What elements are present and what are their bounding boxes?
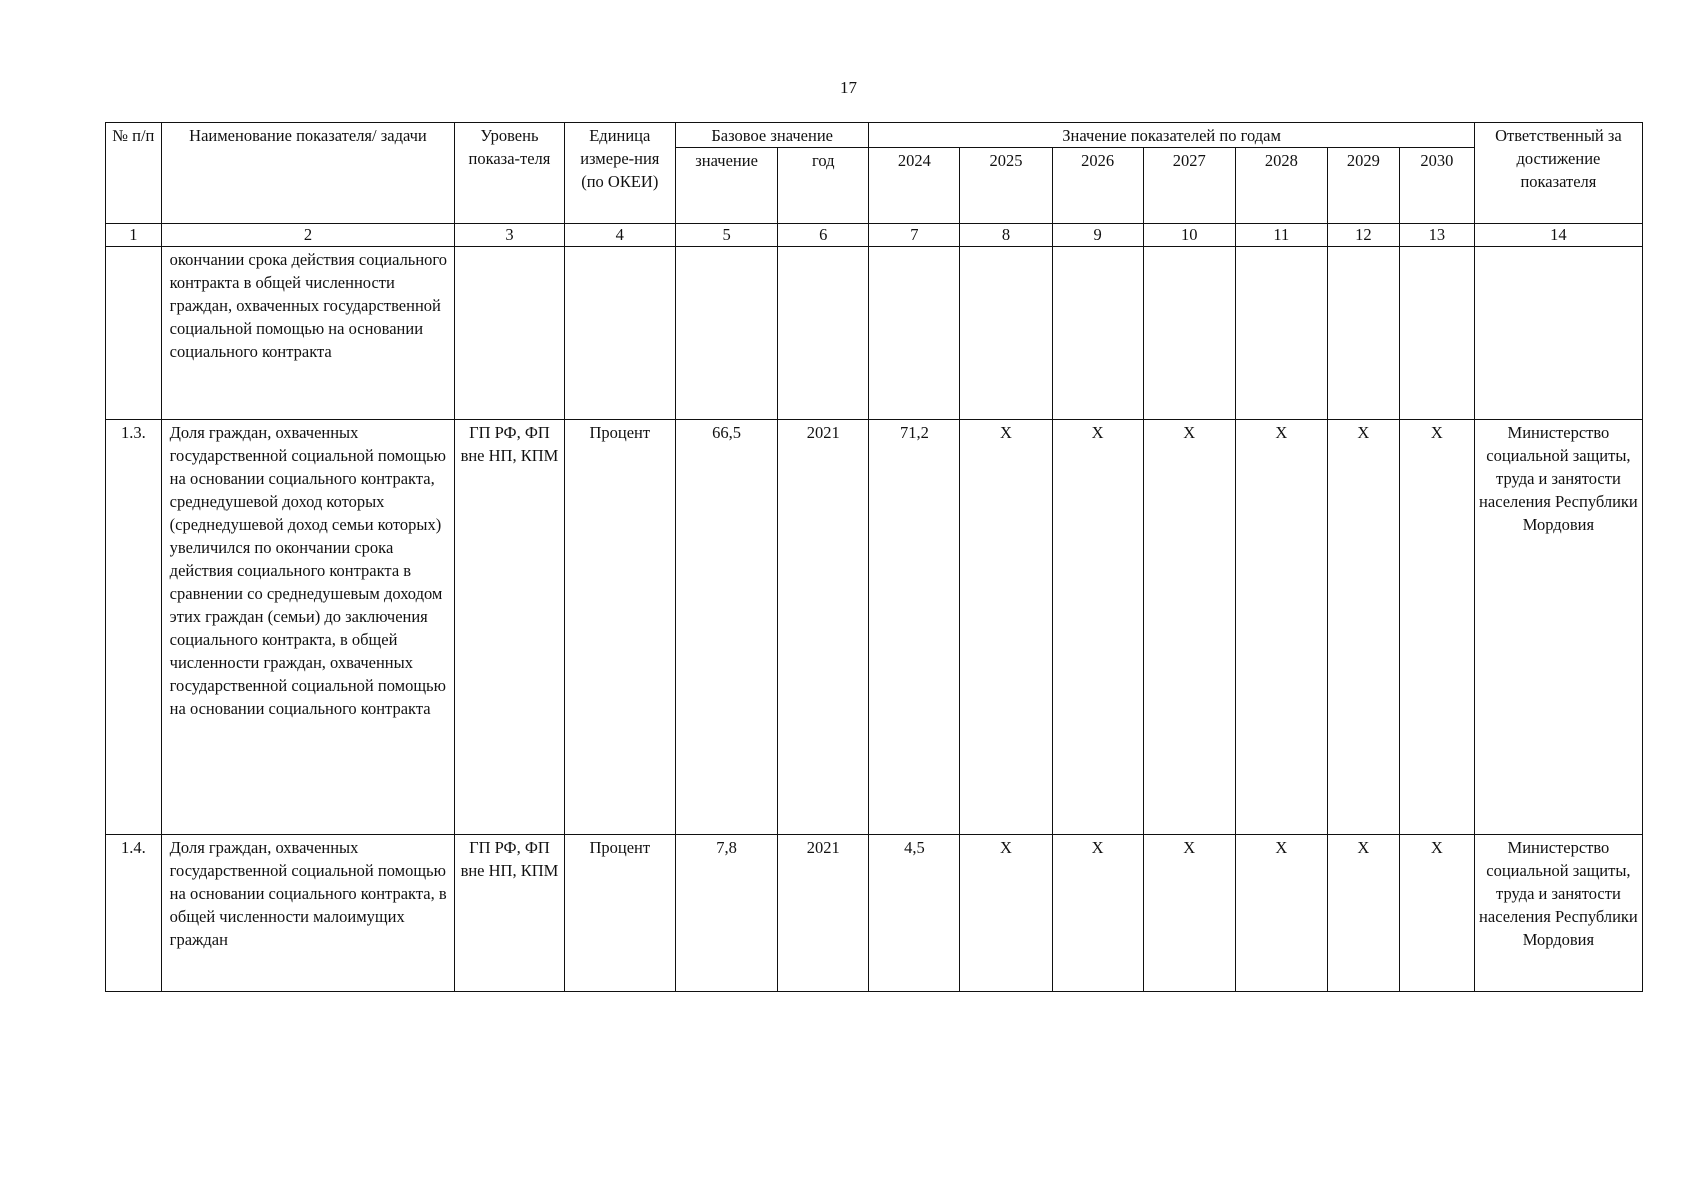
row-name: Доля граждан, охваченных государственной социальной помощью на основании социального контракта, среднедушевой доход которых (среднедушевой доход семьи которых) увеличился по окончании срока действия социального контракта в сравнении со среднедушевым доходом этих граждан (семьи) до заключения социального контракта, в общей численности граждан, охваченных государственной социальной помощью на основании социального контракта — [161, 420, 455, 835]
header-year-2025: 2025 — [960, 148, 1052, 224]
column-number: 14 — [1474, 224, 1642, 247]
row-value-2027: X — [1143, 420, 1235, 835]
page-number: 17 — [840, 78, 857, 97]
row-num: 1.3. — [106, 420, 162, 835]
row-value-2026 — [1052, 247, 1143, 420]
row-value-2030: X — [1399, 835, 1474, 992]
column-number: 9 — [1052, 224, 1143, 247]
column-number: 5 — [675, 224, 777, 247]
table-row — [106, 420, 1643, 835]
row-value-2026: X — [1052, 835, 1143, 992]
header-year-2028: 2028 — [1235, 148, 1327, 224]
row-base-value: 7,8 — [675, 835, 777, 992]
row-num: 1.4. — [106, 835, 162, 992]
table-row — [106, 247, 1643, 420]
row-value-2025: X — [960, 420, 1052, 835]
header-years-group: Значение показателей по годам — [869, 123, 1474, 148]
header-year-2027: 2027 — [1143, 148, 1235, 224]
row-num — [106, 247, 162, 420]
row-name: Доля граждан, охваченных государственной социальной помощью на основании социального контракта, в общей численности малоимущих граждан — [161, 835, 455, 992]
header-year-2026: 2026 — [1052, 148, 1143, 224]
row-value-2030: X — [1399, 420, 1474, 835]
row-base-value — [675, 247, 777, 420]
header-year-2029: 2029 — [1327, 148, 1399, 224]
table-row — [106, 835, 1643, 992]
header-year-2024: 2024 — [869, 148, 960, 224]
column-number: 3 — [455, 224, 564, 247]
row-unit: Процент — [564, 835, 675, 992]
row-level: ГП РФ, ФП вне НП, КПМ — [455, 835, 564, 992]
row-level: ГП РФ, ФП вне НП, КПМ — [455, 420, 564, 835]
row-value-2029 — [1327, 247, 1399, 420]
row-value-2028 — [1235, 247, 1327, 420]
column-number: 1 — [106, 224, 162, 247]
column-number: 4 — [564, 224, 675, 247]
row-responsible: Министерство социальной защиты, труда и занятости населения Республики Мордовия — [1474, 835, 1642, 992]
header-base-value: значение — [675, 148, 777, 224]
row-base-value: 66,5 — [675, 420, 777, 835]
header-unit: Единица измере-ния (по ОКЕИ) — [564, 123, 675, 224]
row-responsible: Министерство социальной защиты, труда и занятости населения Республики Мордовия — [1474, 420, 1642, 835]
column-number: 13 — [1399, 224, 1474, 247]
row-value-2025 — [960, 247, 1052, 420]
column-number: 6 — [778, 224, 869, 247]
row-level — [455, 247, 564, 420]
row-base-year: 2021 — [778, 420, 869, 835]
row-value-2025: X — [960, 835, 1052, 992]
row-value-2030 — [1399, 247, 1474, 420]
row-value-2029: X — [1327, 420, 1399, 835]
row-name: окончании срока действия социального контракта в общей численности граждан, охваченных государственной социальной помощью на основании социального контракта — [161, 247, 455, 420]
row-base-year — [778, 247, 869, 420]
column-number: 10 — [1143, 224, 1235, 247]
header-name: Наименование показателя/ задачи — [161, 123, 455, 224]
column-number: 2 — [161, 224, 455, 247]
column-number: 11 — [1235, 224, 1327, 247]
row-value-2028: X — [1235, 835, 1327, 992]
row-value-2024: 4,5 — [869, 835, 960, 992]
header-base-group: Базовое значение — [675, 123, 868, 148]
header-base-year: год — [778, 148, 869, 224]
row-responsible — [1474, 247, 1642, 420]
row-unit: Процент — [564, 420, 675, 835]
row-unit — [564, 247, 675, 420]
row-value-2024 — [869, 247, 960, 420]
header-num: № п/п — [106, 123, 162, 224]
indicators-table — [105, 122, 1643, 992]
row-value-2027 — [1143, 247, 1235, 420]
row-base-year: 2021 — [778, 835, 869, 992]
row-value-2028: X — [1235, 420, 1327, 835]
header-year-2030: 2030 — [1399, 148, 1474, 224]
row-value-2024: 71,2 — [869, 420, 960, 835]
row-value-2029: X — [1327, 835, 1399, 992]
header-level: Уровень показа-теля — [455, 123, 564, 224]
header-responsible: Ответственный за достижение показателя — [1474, 123, 1642, 224]
column-number: 8 — [960, 224, 1052, 247]
header-row-1 — [106, 123, 1643, 148]
column-numbers-row — [106, 224, 1643, 247]
column-number: 7 — [869, 224, 960, 247]
column-number: 12 — [1327, 224, 1399, 247]
row-value-2027: X — [1143, 835, 1235, 992]
row-value-2026: X — [1052, 420, 1143, 835]
